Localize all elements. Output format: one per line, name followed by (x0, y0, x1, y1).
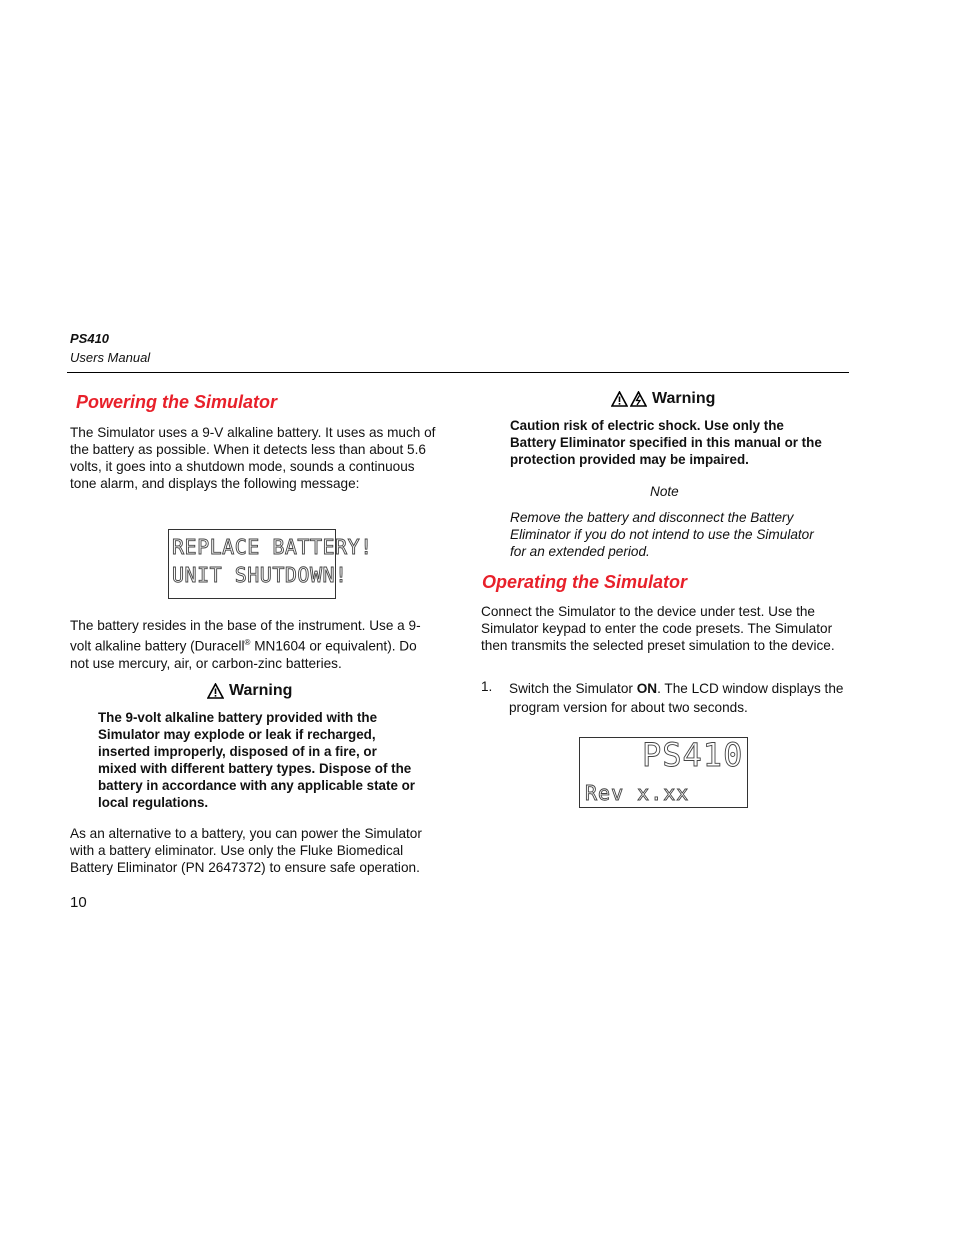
registered-mark: ® (244, 638, 251, 647)
section-title-powering: Powering the Simulator (76, 392, 278, 412)
warning-text-battery: The 9-volt alkaline battery provided with the Simulator may explode or leak if recharged, inserted improperly, disposed of in a fire, or mixed with different battery types. Dispose of the battery in accordance with any applicable state or local regulations. (98, 710, 416, 810)
step-text: Switch the Simulator ON. The LCD window displays the program version for about two seconds. (509, 681, 844, 715)
lcd-revision: Rev x.xx (585, 781, 690, 805)
lcd-line-2: UNIT SHUTDOWN! (172, 563, 348, 587)
warning-triangle-icon (207, 683, 224, 699)
operating-intro: Connect the Simulator to the device under test. Use the Simulator keypad to enter the code presets. The Simulator then transmits the selected preset simulation to the device. (481, 604, 835, 653)
lcd-model: PS410 (642, 736, 744, 774)
lcd-battery-message (168, 529, 373, 599)
electric-shock-icon (630, 391, 647, 407)
warning-heading-shock (611, 390, 715, 408)
battery-para: The battery resides in the base of the instrument. Use a 9-volt alkaline battery (Duracell® MN1604 or equivalent). Do not use mercury, air, or carbon-zinc batteries. (70, 618, 421, 671)
page-number: 10 (70, 894, 87, 911)
warning-text-shock: Caution risk of electric shock. Use only the Battery Eliminator specified in this manual or the protection provided may be impaired. (510, 418, 822, 467)
warning-label: Warning (652, 390, 716, 407)
section-title-operating: Operating the Simulator (482, 572, 688, 592)
warning-triangle-icon (611, 391, 628, 407)
powering-intro: The Simulator uses a 9-V alkaline battery. It uses as much of the battery as possible. When it detects less than about 5.6 volts, it goes into a shutdown mode, sounds a continuous tone alarm, and displays the following message: (70, 425, 436, 491)
step-number: 1. (481, 679, 493, 694)
note-label: Note (650, 484, 679, 499)
lcd-line-1: REPLACE BATTERY! (172, 535, 373, 559)
warning-heading-battery (207, 682, 292, 700)
warning-label: Warning (229, 682, 293, 699)
note-text: Remove the battery and disconnect the Battery Eliminator if you do not intend to use the Simulator for an extended period. (510, 510, 814, 559)
manual-title: PS410 (70, 331, 110, 346)
header-divider (67, 372, 849, 373)
alternative-para: As an alternative to a battery, you can power the Simulator with a battery eliminator. Use only the Fluke Biomedical Battery Eliminator (PN 2647372) to ensure safe operation. (70, 826, 422, 875)
lcd-version-display (579, 737, 748, 808)
manual-subtitle: Users Manual (70, 350, 151, 365)
